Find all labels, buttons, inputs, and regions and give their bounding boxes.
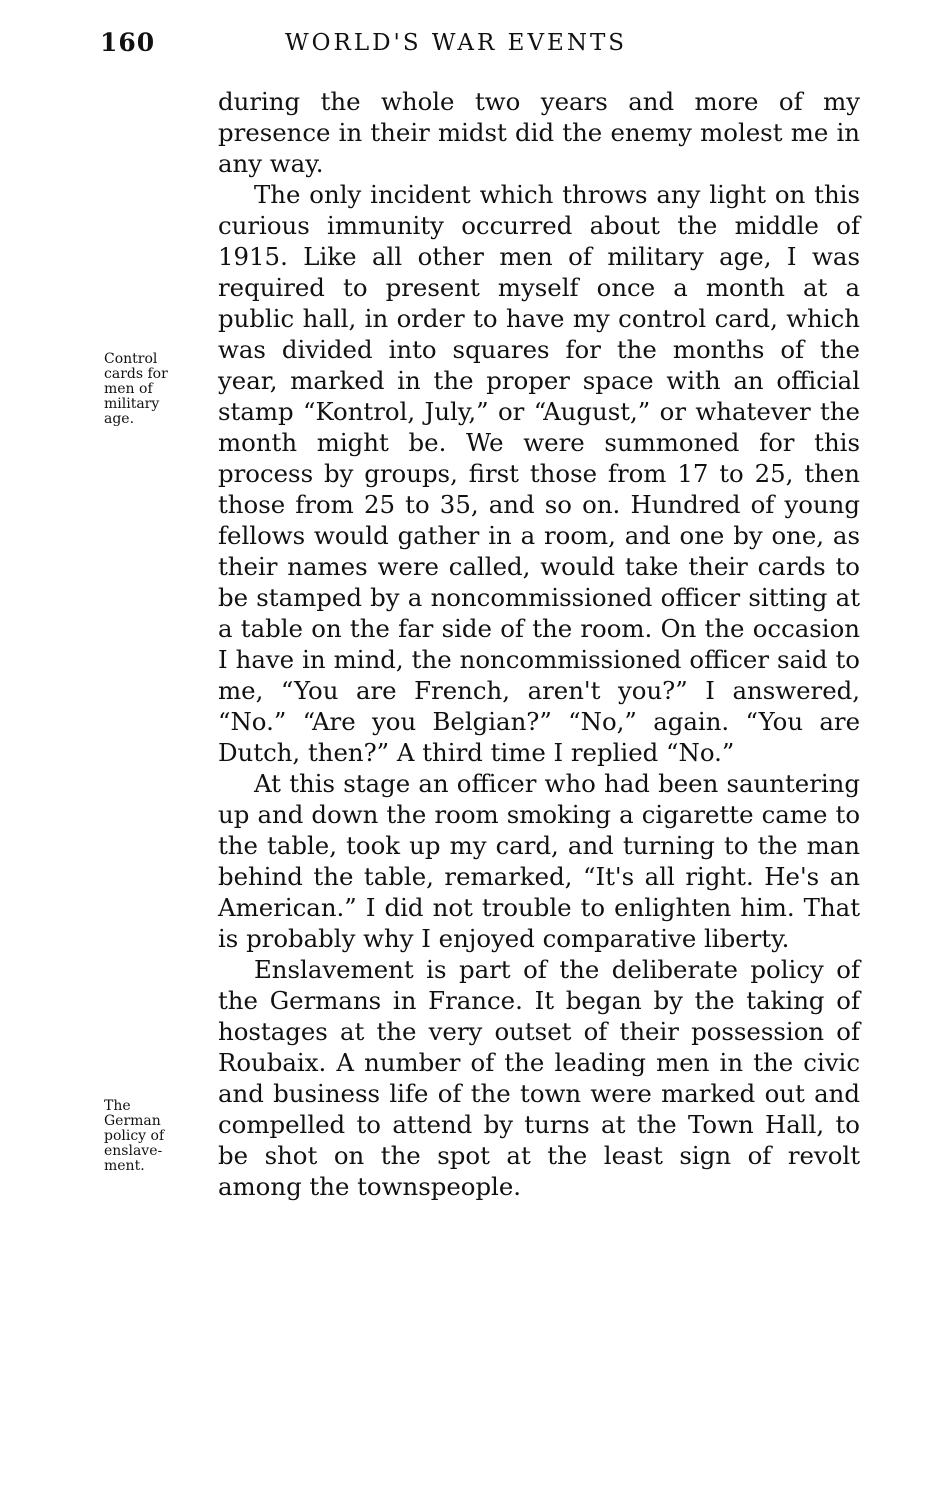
sidenote-line: men of bbox=[104, 381, 153, 397]
paragraph-officer-remark: At this stage an officer who had been sauntering up and down the room smoking a cigarette came to the table, took up my card, and turning to the man behind the table, remarked, “It's all right. He's an American.” I did not trouble to enlighten him. That is probably why I enjoyed comparative liberty. bbox=[218, 769, 860, 953]
paragraph-immunity-incident: The only incident which throws any light on this curious immunity occurred about the middle of 1915. Like all other men of military age, I was required to present myself once a month at a public hall, in order to have my control card, which was divided into squares for the months of the year, marked in the proper space with an official stamp “Kontrol, July,” or “August,” or whatever the month might be. We were summoned for this process by groups, first those from 17 to 25, then those from 25 to 35, and so on. Hundred of young fellows would gather in a room, and one by one, as their names were called, would take their cards to be stamped by a noncommissioned officer sitting at a table on the far side of the room. On the occasion I have in mind, the noncommissioned officer said to me, “You are French, aren't you?” I answered, “No.” “Are you Belgian?” “No,” again. “You are Dutch, then?” A third time I replied “No.” bbox=[218, 180, 860, 767]
sidenote-line: cards for bbox=[104, 366, 168, 382]
running-title: WORLD'S WAR EVENTS bbox=[285, 30, 628, 56]
page-number: 160 bbox=[100, 28, 156, 57]
sidenote-line: military bbox=[104, 396, 160, 412]
sidenote-line: ment. bbox=[104, 1158, 145, 1174]
sidenote-line: Control bbox=[104, 351, 158, 367]
paragraph-enslavement-policy: Enslavement is part of the deliberate policy of the Germans in France. It began by the taking of hostages at the very outset of their possession of Roubaix. A number of the leading men in the civic and business life of the town were marked out and compelled to attend by turns at the Town Hall, to be shot on the spot at the least sign of revolt among the townspeople. bbox=[218, 955, 860, 1201]
sidenote-control-cards bbox=[104, 352, 196, 427]
sidenote-line: policy of bbox=[104, 1128, 165, 1144]
sidenote-line: German bbox=[104, 1113, 161, 1129]
sidenote-line: age. bbox=[104, 411, 135, 427]
sidenote-enslavement bbox=[104, 1099, 196, 1174]
page-header bbox=[100, 28, 860, 68]
sidenote-line: enslave- bbox=[104, 1143, 163, 1159]
paragraph-continuation: during the whole two years and more of my presence in their midst did the enemy molest me in any way. bbox=[218, 87, 860, 178]
sidenote-line: The bbox=[104, 1098, 131, 1114]
body-text bbox=[218, 86, 860, 1202]
